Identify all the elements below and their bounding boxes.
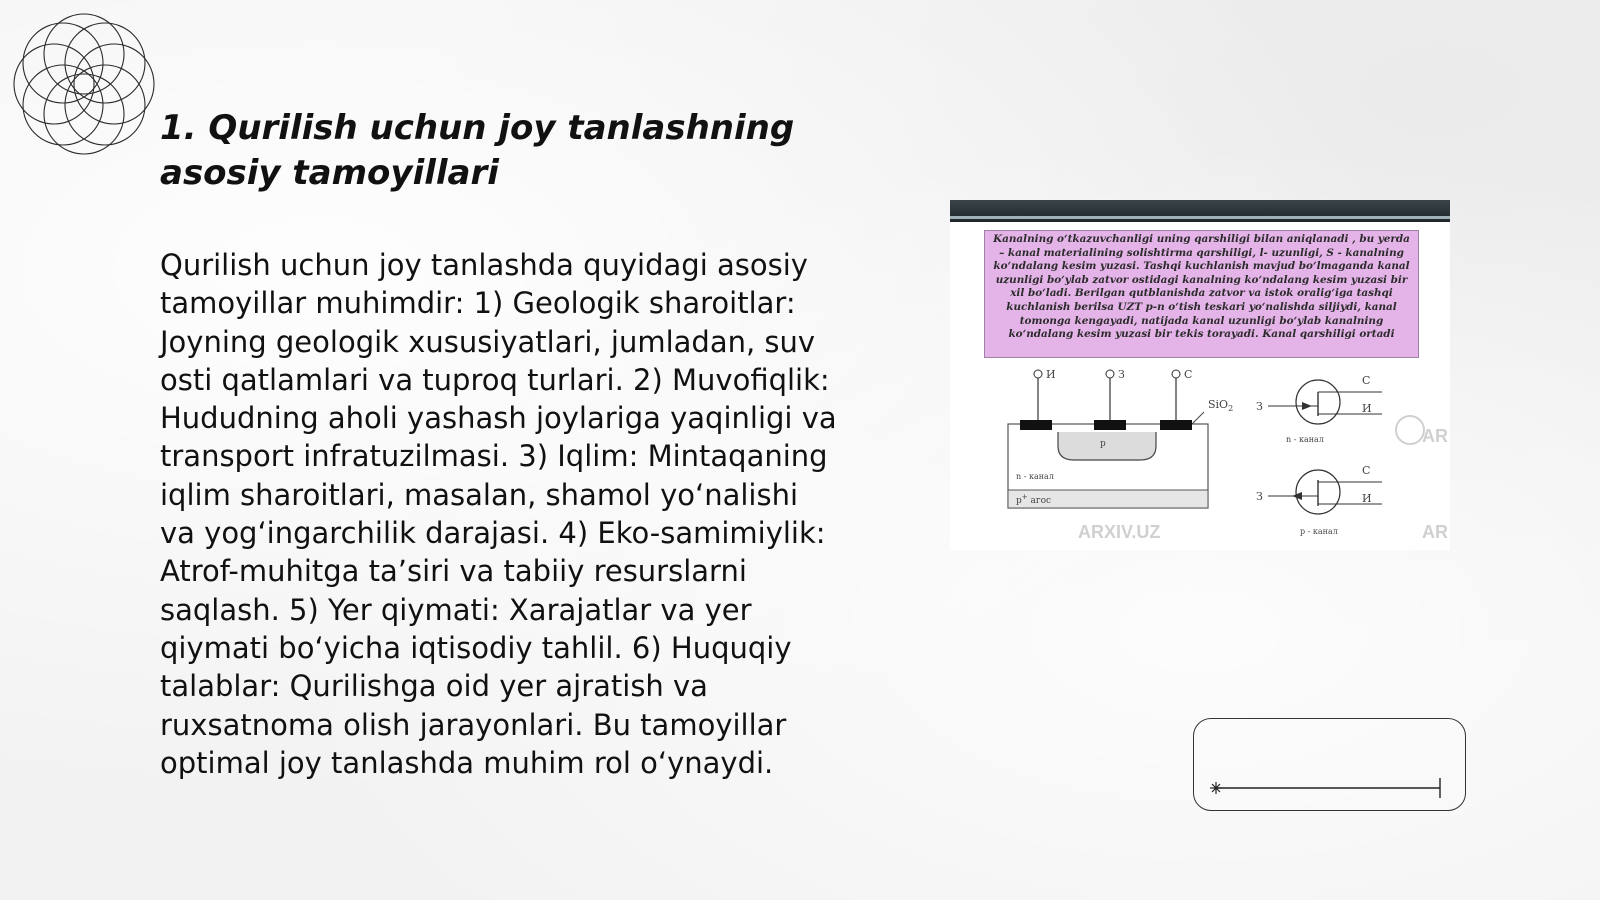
decorative-rings-icon — [10, 10, 158, 158]
terminal-label-source: И — [1046, 368, 1056, 381]
symbol2-gate: З — [1256, 490, 1263, 503]
rounded-box-shape — [1193, 718, 1466, 811]
symbol2-caption: p - канал — [1300, 527, 1338, 536]
p-layer-label: p+ агос — [1016, 493, 1052, 506]
symbol2-drain: С — [1362, 464, 1371, 477]
symbol1-caption: n - канал — [1286, 435, 1324, 444]
symbol1-drain: С — [1362, 374, 1371, 387]
watermark-text-edge: AR — [1422, 522, 1448, 542]
slide-title: 1. Qurilish uchun joy tanlashning asosiy tamoyillari — [160, 108, 795, 193]
symbol2-source: И — [1362, 492, 1372, 505]
figure-header-bar — [950, 200, 1450, 222]
terminal-label-drain: С — [1184, 368, 1193, 381]
terminal-label-gate: З — [1118, 368, 1125, 381]
figure-image — [950, 200, 1450, 550]
transistor-diagram — [950, 362, 1450, 550]
symbol1-source: И — [1362, 402, 1372, 415]
connector-line — [1194, 719, 1467, 812]
oxide-label: SiO$_2$ — [1208, 398, 1234, 413]
p-region-label: p — [1100, 439, 1106, 449]
watermark-text: ARXIV.UZ — [1078, 522, 1161, 542]
symbol1-gate: З — [1256, 400, 1263, 413]
n-layer-label: n - канал — [1016, 472, 1054, 481]
watermark-text-edge-2: AR — [1422, 426, 1448, 446]
figure-caption: Kanalning o‘tkazuvchanligi uning qarshiligi bilan aniqlanadi , bu yerda – kanal materialining solishtirma qarshiligi, l- uzunligi, S - kanalning ko‘ndalang kesim yuzasi. Tashqi kuchlanish mavjud bo‘lmaganda kanal uzunligi bo‘ylab zatvor ostidagi kanalning ko‘ndalang kesim yuzasi bir xil bo‘ladi. Berilgan qutblanishda zatvor va istok oralig‘iga tashqi kuchlanish berilsa UZT p-n o‘tish teskari yo‘nalishda siljiydi, kanal tomonga kengayadi, natijada kanal uzunligi bo‘ylab kanalning ko‘ndalang kesim yuzasi bir tekis torayadi. Kanal qarshiligi ortadi — [984, 230, 1419, 358]
slide-body-text: Qurilish uchun joy tanlashda quyidagi asosiy tamoyillar muhimdir: 1) Geologik sharoitlar: Joyning geologik xususiyatlari, jumladan, suv osti qatlamlari va tuproq turlari. 2) Muvofiqlik: Hududning aholi yashash joylariga yaqinligi va transport infratuzilmasi. 3) Iqlim: Mintaqaning iqlim sharoitlari, masalan, shamol yo‘nalishi va yog‘ingarchilik darajasi. 4) Eko-samimiylik: Atrof-muhitga ta’siri va tabiiy resurslarni saqlash. 5) Yer qiymati: Xarajatlar va yer qiymati bo‘yicha iqtisodiy tahlil. 6) Huquqiy talablar: Qurilishga oid yer ajratish va ruxsatnoma olish jarayonlari. Bu tamoyillar optimal joy tanlashda muhim rol o‘ynaydi. — [160, 248, 837, 780]
